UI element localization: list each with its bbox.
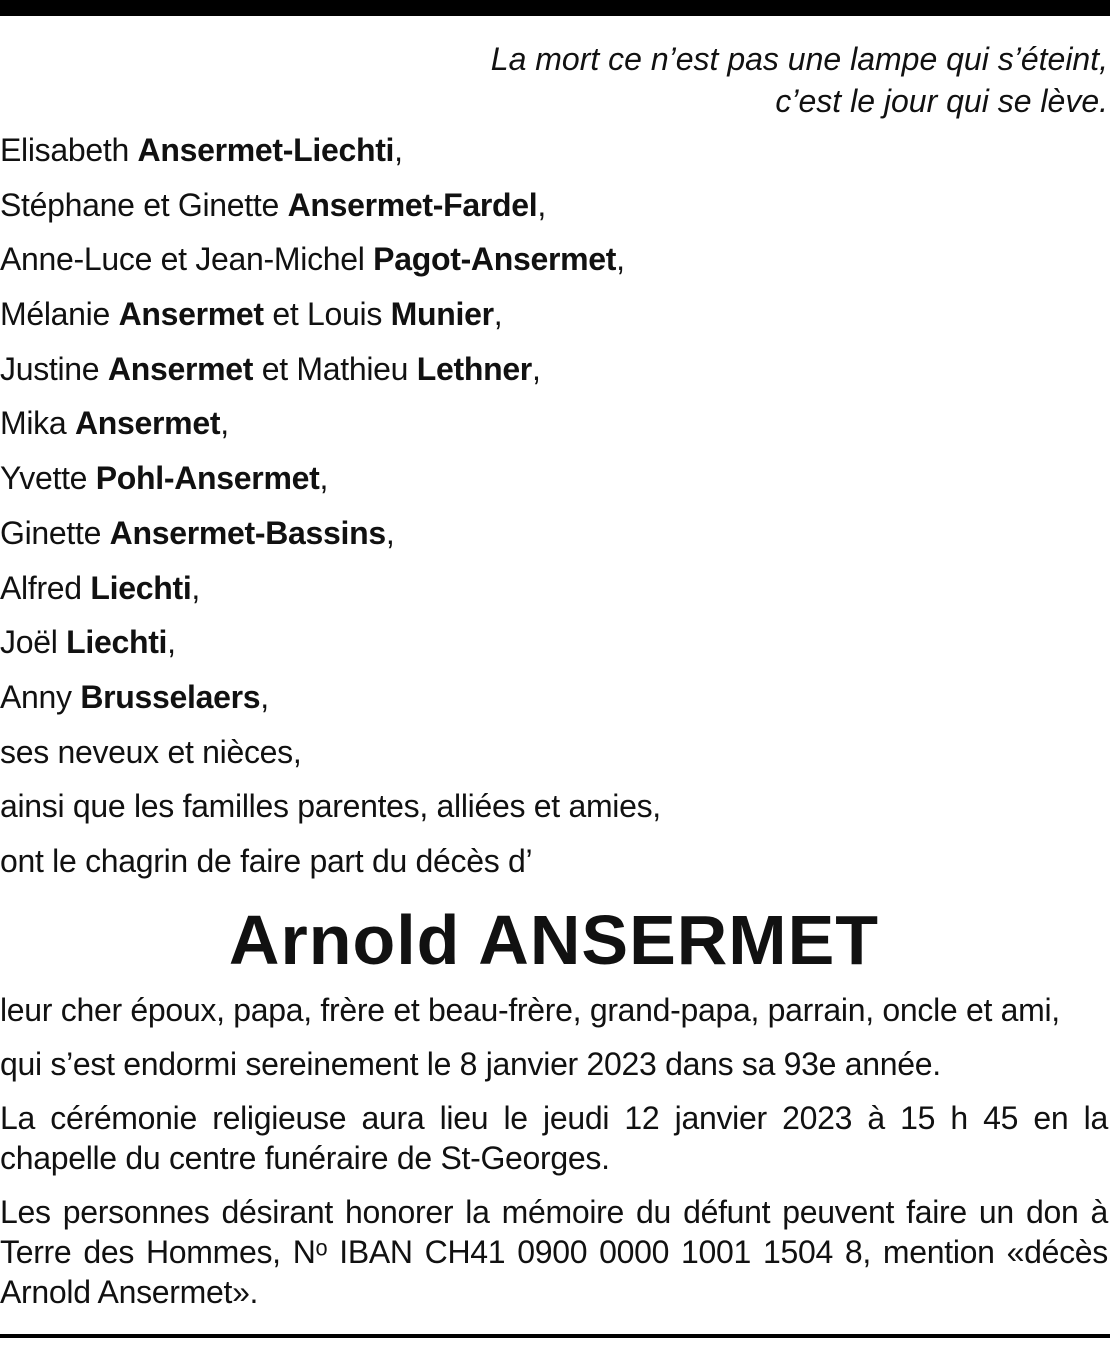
name-text: Elisabeth xyxy=(0,132,138,168)
name-text: Justine xyxy=(0,350,108,387)
relation-paragraph: leur cher époux, papa, frère et beau-frère, grand-papa, parrain, oncle et ami, xyxy=(0,991,1060,1028)
name-text: , xyxy=(167,624,176,661)
mourner-line xyxy=(0,677,1108,732)
mourner-line xyxy=(0,786,1108,841)
mourner-line xyxy=(0,349,1108,404)
name-text: Ginette xyxy=(0,514,110,551)
mourners-list xyxy=(0,130,1108,896)
name-text: , xyxy=(319,460,329,497)
surname: Ansermet xyxy=(118,296,264,333)
surname: Pagot-Ansermet xyxy=(373,241,617,278)
mourner-line xyxy=(0,458,1108,513)
name-text: Joël xyxy=(0,624,67,661)
name-text: Mélanie xyxy=(0,296,119,333)
surname: Pohl-Ansermet xyxy=(95,460,320,497)
name-text: , xyxy=(191,569,201,606)
surname: Munier xyxy=(390,296,494,333)
mourner-line xyxy=(0,513,1108,568)
bottom-border-rule xyxy=(0,1334,1110,1338)
surname: Ansermet-Liechti xyxy=(137,132,395,168)
name-text: , xyxy=(394,132,403,168)
surname: Brusselaers xyxy=(80,678,261,715)
name-text: Stéphane et Ginette xyxy=(0,186,288,223)
mourner-line xyxy=(0,841,1108,896)
name-text: , xyxy=(493,296,503,333)
surname: Lethner xyxy=(416,350,532,387)
name-text: , xyxy=(537,186,546,223)
mourner-line xyxy=(0,185,1108,240)
passing-paragraph: qui s’est endormi sereinement le 8 janvier 2023 dans sa 93e année. xyxy=(0,1045,941,1082)
name-text: et Mathieu xyxy=(253,350,417,387)
obituary-notice xyxy=(0,38,1108,1326)
name-text: Anny xyxy=(0,678,81,715)
mourner-line xyxy=(0,622,1108,677)
epigraph-quote xyxy=(0,38,1108,122)
surname: Ansermet xyxy=(107,350,254,387)
name-text: et Louis xyxy=(263,296,391,333)
mourner-line xyxy=(0,130,1108,185)
ceremony-paragraph: La cérémonie religieuse aura lieu le jeudi 12 janvier 2023 à 15 h 45 en la chapelle du centre funéraire de St-Georges. xyxy=(0,1099,1108,1176)
mourner-line xyxy=(0,568,1108,623)
name-text: Anne-Luce et Jean-Michel xyxy=(0,241,374,278)
mourner-line xyxy=(0,294,1108,349)
name-text: , xyxy=(385,514,395,551)
deceased-name: Arnold ANSERMET xyxy=(228,900,880,979)
name-text: , xyxy=(260,678,269,715)
surname: Liechti xyxy=(66,624,168,661)
epigraph-line-2: c’est le jour qui se lève. xyxy=(775,83,1108,119)
epigraph-line-1: La mort ce n’est pas une lampe qui s’éteint, xyxy=(490,41,1108,77)
top-border-rule xyxy=(0,0,1110,16)
mourner-line xyxy=(0,732,1108,787)
name-text: , xyxy=(531,350,541,387)
name-text: ont le chagrin de faire part du décès d’ xyxy=(0,842,533,879)
surname: Ansermet xyxy=(74,405,221,442)
surname: Liechti xyxy=(90,569,192,606)
surname: Ansermet-Fardel xyxy=(287,186,538,223)
mourner-line xyxy=(0,239,1108,294)
name-text: , xyxy=(220,405,229,442)
name-text: Yvette xyxy=(0,460,96,497)
name-text: ainsi que les familles parentes, alliées et amies, xyxy=(0,788,661,825)
mourner-line xyxy=(0,403,1108,458)
name-text: , xyxy=(616,241,625,278)
name-text: Alfred xyxy=(0,569,91,606)
name-text: ses neveux et nièces, xyxy=(0,733,302,770)
name-text: Mika xyxy=(0,405,75,442)
donation-paragraph: Les personnes désirant honorer la mémoire du défunt peuvent faire un don à Terre des Hommes, Nᵒ IBAN CH41 0900 0000 1001 1504 8, mention «décès Arnold Ansermet». xyxy=(0,1193,1108,1310)
surname: Ansermet-Bassins xyxy=(109,514,386,551)
